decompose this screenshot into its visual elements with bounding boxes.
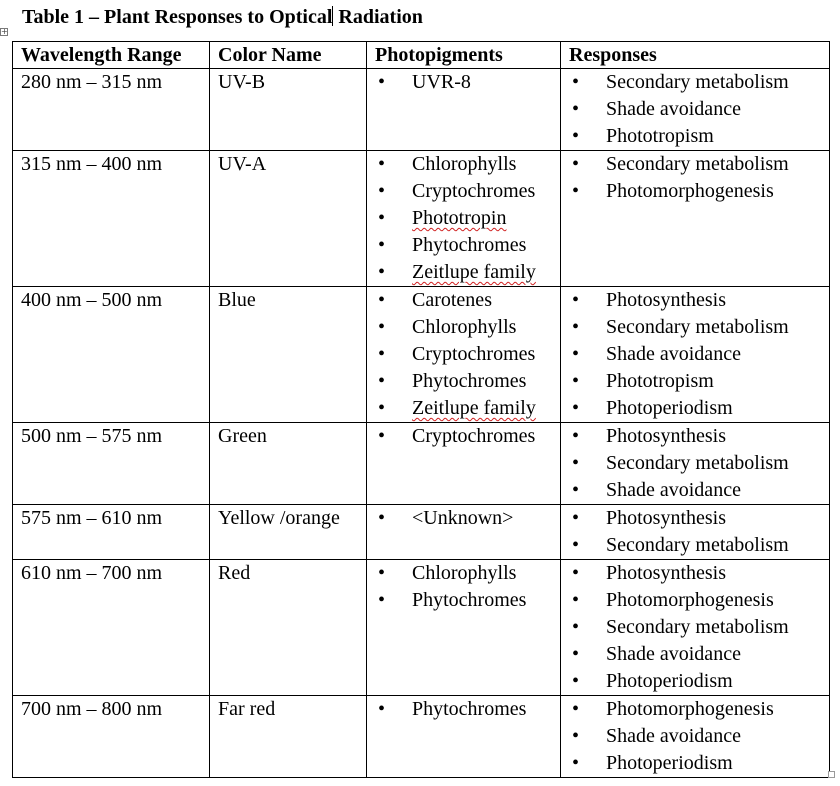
response-item — [569, 450, 829, 477]
photopigment-item — [375, 368, 560, 395]
response-item — [569, 696, 829, 723]
header-color-name: Color Name — [210, 42, 367, 69]
photopigment-item — [375, 423, 560, 450]
response-item — [569, 151, 829, 178]
response-item — [569, 287, 829, 314]
table-move-handle-icon[interactable]: + — [1, 27, 8, 36]
table-body — [13, 69, 830, 778]
cell-photopigments — [367, 69, 561, 151]
table-row — [13, 69, 830, 151]
cell-responses — [561, 696, 830, 778]
response-item — [569, 123, 829, 150]
table-row — [13, 560, 830, 696]
photopigment-item — [375, 395, 560, 422]
list-item-text: Secondary metabolism — [606, 316, 789, 338]
responses-list — [569, 287, 829, 422]
list-item-text: Shade avoidance — [606, 725, 741, 747]
photopigments-list — [375, 696, 560, 723]
photopigments-list — [375, 560, 560, 614]
table-caption — [22, 6, 423, 29]
cell-wavelength-range: 610 nm – 700 nm — [13, 560, 210, 696]
photopigment-item — [375, 178, 560, 205]
cell-photopigments — [367, 696, 561, 778]
photopigment-item — [375, 232, 560, 259]
list-item-text: Phytochromes — [412, 698, 527, 720]
photopigments-list — [375, 287, 560, 422]
cell-color-name: Blue — [210, 287, 367, 423]
photopigment-item — [375, 696, 560, 723]
cell-wavelength-range: 575 nm – 610 nm — [13, 505, 210, 560]
list-item-text: Phototropin — [412, 207, 507, 229]
photopigment-item — [375, 314, 560, 341]
list-item-text: Cryptochromes — [412, 343, 536, 365]
table-header-row — [13, 42, 830, 69]
list-item-text: <Unknown> — [412, 507, 514, 529]
list-item-text: Carotenes — [412, 289, 492, 311]
list-item-text: Chlorophylls — [412, 316, 517, 338]
list-item-text: Chlorophylls — [412, 562, 517, 584]
photopigment-item — [375, 505, 560, 532]
list-item-text: Photoperiodism — [606, 670, 733, 692]
cell-color-name: Green — [210, 423, 367, 505]
responses-list — [569, 505, 829, 559]
response-item — [569, 314, 829, 341]
list-item-text: Secondary metabolism — [606, 616, 789, 638]
responses-list — [569, 696, 829, 777]
list-item-text: Shade avoidance — [606, 479, 741, 501]
cell-responses — [561, 69, 830, 151]
list-item-text: Photomorphogenesis — [606, 180, 774, 202]
response-item — [569, 69, 829, 96]
photopigment-item — [375, 205, 560, 232]
list-item-text: Photosynthesis — [606, 507, 727, 529]
cell-responses — [561, 423, 830, 505]
response-item — [569, 614, 829, 641]
responses-list — [569, 423, 829, 504]
table-resize-handle-icon[interactable] — [828, 771, 835, 778]
list-item-text: Phytochromes — [412, 234, 527, 256]
table-row — [13, 151, 830, 287]
response-item — [569, 668, 829, 695]
cell-photopigments — [367, 151, 561, 287]
list-item-text: Cryptochromes — [412, 425, 536, 447]
list-item-text: UVR-8 — [412, 71, 471, 93]
photopigment-item — [375, 259, 560, 286]
list-item-text: Phototropism — [606, 125, 714, 147]
list-item-text: Photosynthesis — [606, 562, 727, 584]
list-item-text: Secondary metabolism — [606, 71, 789, 93]
photopigment-item — [375, 341, 560, 368]
photopigment-item — [375, 560, 560, 587]
header-photopigments: Photopigments — [367, 42, 561, 69]
list-item-text: Photomorphogenesis — [606, 589, 774, 611]
list-item-text: Photosynthesis — [606, 289, 727, 311]
responses-list — [569, 69, 829, 150]
list-item-text: Photoperiodism — [606, 397, 733, 419]
list-item-text: Shade avoidance — [606, 643, 741, 665]
cell-color-name: Far red — [210, 696, 367, 778]
cell-wavelength-range: 315 nm – 400 nm — [13, 151, 210, 287]
cell-wavelength-range: 700 nm – 800 nm — [13, 696, 210, 778]
cell-responses — [561, 151, 830, 287]
photopigments-list — [375, 423, 560, 450]
list-item-text: Secondary metabolism — [606, 153, 789, 175]
response-item — [569, 750, 829, 777]
list-item-text: Chlorophylls — [412, 153, 517, 175]
responses-list — [569, 151, 829, 205]
response-item — [569, 560, 829, 587]
cell-responses — [561, 505, 830, 560]
header-wavelength-range: Wavelength Range — [13, 42, 210, 69]
cell-wavelength-range: 280 nm – 315 nm — [13, 69, 210, 151]
plant-responses-table — [12, 41, 830, 778]
list-item-text: Phytochromes — [412, 589, 527, 611]
response-item — [569, 423, 829, 450]
table-row — [13, 505, 830, 560]
response-item — [569, 395, 829, 422]
responses-list — [569, 560, 829, 695]
cell-responses — [561, 287, 830, 423]
list-item-text: Secondary metabolism — [606, 452, 789, 474]
caption-text-rest: Radiation — [333, 6, 423, 28]
photopigments-list — [375, 151, 560, 286]
photopigments-list — [375, 69, 560, 96]
list-item-text: Phytochromes — [412, 370, 527, 392]
photopigment-item — [375, 587, 560, 614]
response-item — [569, 341, 829, 368]
list-item-text: Zeitlupe family — [412, 397, 536, 419]
cell-photopigments — [367, 287, 561, 423]
list-item-text: Shade avoidance — [606, 98, 741, 120]
table-row — [13, 287, 830, 423]
response-item — [569, 178, 829, 205]
header-responses: Responses — [561, 42, 830, 69]
cell-wavelength-range: 400 nm – 500 nm — [13, 287, 210, 423]
photopigment-item — [375, 151, 560, 178]
photopigments-list — [375, 505, 560, 532]
cell-photopigments — [367, 505, 561, 560]
cell-responses — [561, 560, 830, 696]
response-item — [569, 587, 829, 614]
photopigment-item — [375, 69, 560, 96]
response-item — [569, 368, 829, 395]
cell-color-name: Red — [210, 560, 367, 696]
table-row — [13, 696, 830, 778]
list-item-text: Secondary metabolism — [606, 534, 789, 556]
cell-photopigments — [367, 560, 561, 696]
response-item — [569, 532, 829, 559]
cell-color-name: Yellow /orange — [210, 505, 367, 560]
cell-wavelength-range: 500 nm – 575 nm — [13, 423, 210, 505]
list-item-text: Cryptochromes — [412, 180, 536, 202]
list-item-text: Shade avoidance — [606, 343, 741, 365]
response-item — [569, 477, 829, 504]
response-item — [569, 723, 829, 750]
list-item-text: Zeitlupe family — [412, 261, 536, 283]
list-item-text: Photomorphogenesis — [606, 698, 774, 720]
table-row — [13, 423, 830, 505]
response-item — [569, 641, 829, 668]
response-item — [569, 96, 829, 123]
cell-photopigments — [367, 423, 561, 505]
photopigment-item — [375, 287, 560, 314]
list-item-text: Photosynthesis — [606, 425, 727, 447]
cell-color-name: UV-B — [210, 69, 367, 151]
caption-text: Table 1 – Plant Responses to Optical — [22, 6, 333, 28]
list-item-text: Photoperiodism — [606, 752, 733, 774]
cell-color-name: UV-A — [210, 151, 367, 287]
list-item-text: Phototropism — [606, 370, 714, 392]
response-item — [569, 505, 829, 532]
